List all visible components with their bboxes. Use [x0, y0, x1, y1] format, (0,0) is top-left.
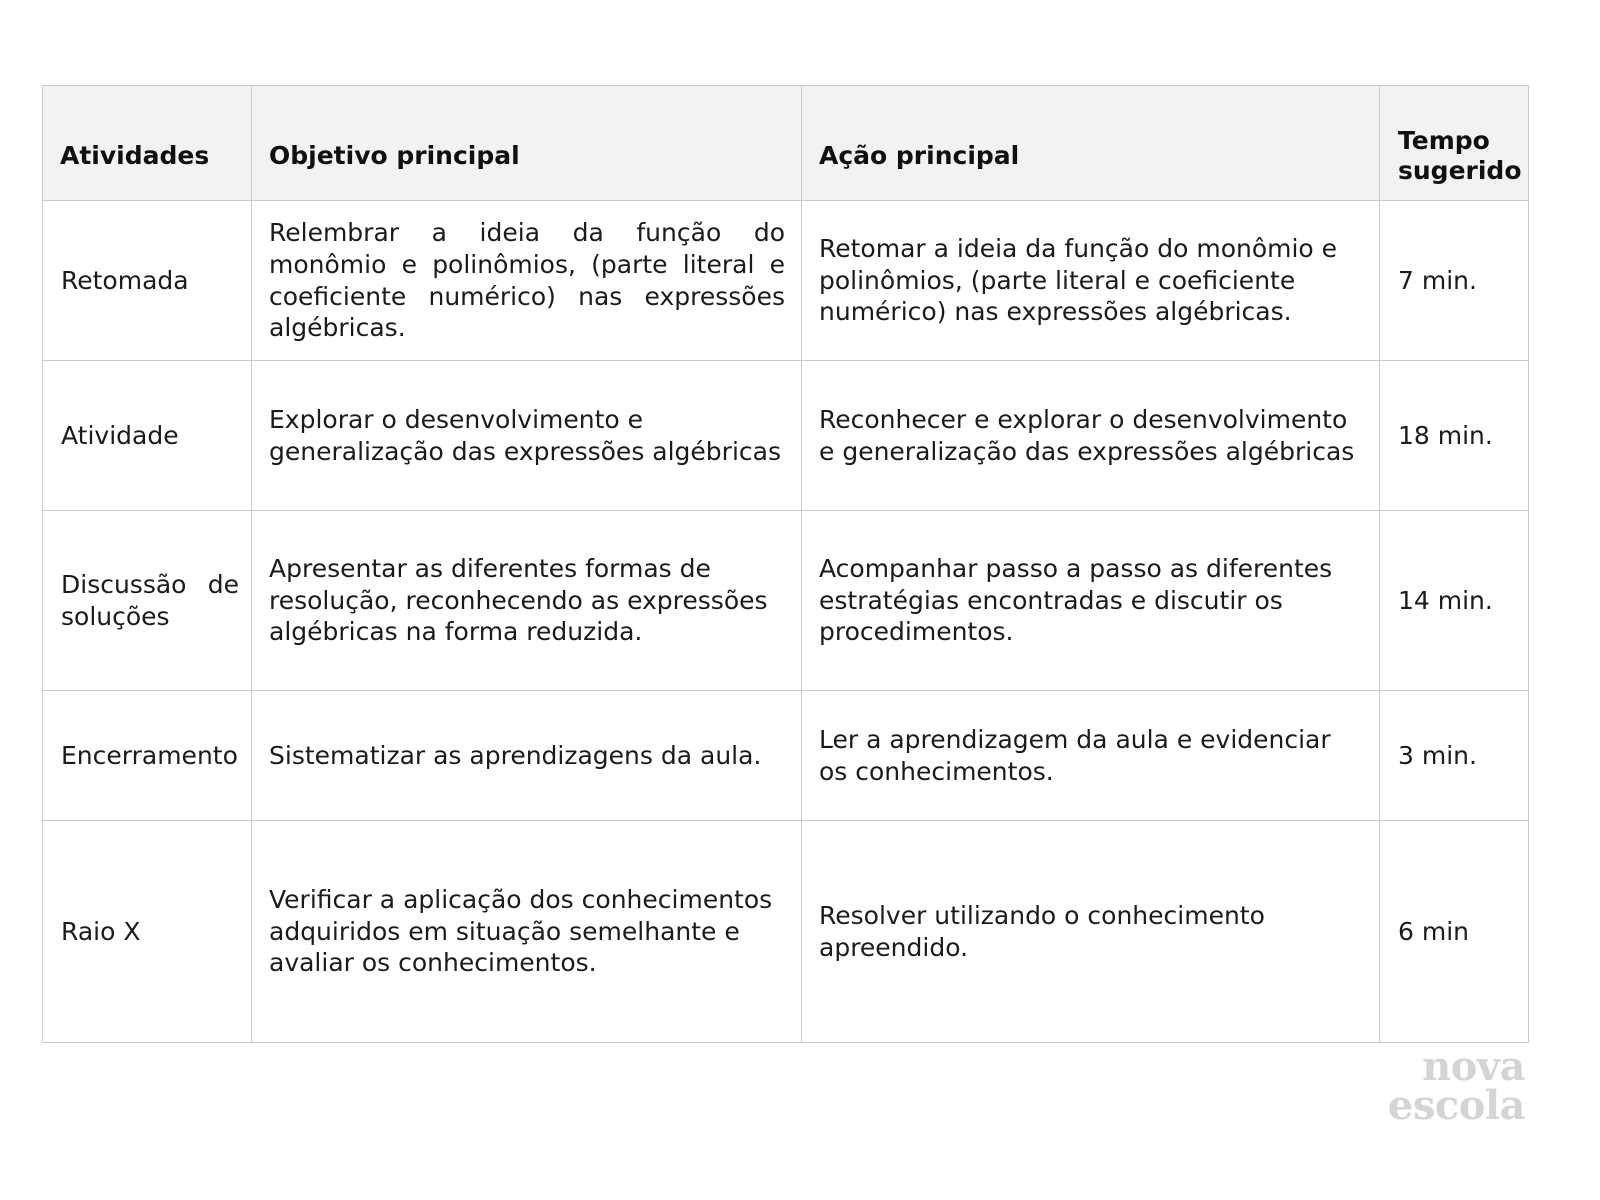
table-row — [43, 511, 1529, 691]
cell-action: Retomar a ideia da função do monômio e polinômios, (parte literal e coeficiente numérico) nas expressões algébricas. — [802, 201, 1380, 361]
cell-activity: Atividade — [43, 361, 252, 511]
column-header-main-objective — [252, 86, 802, 201]
cell-activity: Raio X — [43, 821, 252, 1043]
column-header-suggested-time — [1380, 86, 1529, 201]
column-header-activities-label: Atividades — [60, 140, 210, 170]
column-header-main-action — [802, 86, 1380, 201]
cell-time: 3 min. — [1380, 691, 1529, 821]
cell-action: Reconhecer e explorar o desenvolvimento e generalização das expressões algébricas — [802, 361, 1380, 511]
cell-objective: Relembrar a ideia da função do monômio e polinômios, (parte literal e coeficiente numérico) nas expressões algébricas. — [252, 201, 802, 361]
table-row — [43, 691, 1529, 821]
column-header-suggested-time-label: Tempo sugerido — [1398, 125, 1522, 185]
table-row — [43, 821, 1529, 1043]
table-row — [43, 361, 1529, 511]
cell-action: Ler a aprendizagem da aula e evidenciar os conhecimentos. — [802, 691, 1380, 821]
cell-time: 18 min. — [1380, 361, 1529, 511]
lesson-plan-table — [42, 85, 1529, 1043]
logo-line-nova: nova — [1422, 1043, 1525, 1090]
cell-objective: Verificar a aplicação dos conhecimentos adquiridos em situação semelhante e avaliar os conhecimentos. — [252, 821, 802, 1043]
table-header — [43, 86, 1529, 201]
table-row — [43, 201, 1529, 361]
logo-line-escola: escola — [1387, 1082, 1525, 1130]
cell-objective: Explorar o desenvolvimento e generalização das expressões algébricas — [252, 361, 802, 511]
cell-activity: Encerramento — [43, 691, 252, 821]
cell-activity: Discussão de soluções — [43, 511, 252, 691]
cell-time: 14 min. — [1380, 511, 1529, 691]
cell-action: Acompanhar passo a passo as diferentes estratégias encontradas e discutir os procedimentos. — [802, 511, 1380, 691]
column-header-activities — [43, 86, 252, 201]
column-header-main-action-label: Ação principal — [819, 140, 1020, 170]
cell-activity: Retomada — [43, 201, 252, 361]
column-header-main-objective-label: Objetivo principal — [269, 140, 520, 170]
nova-escola-logo — [1375, 1043, 1525, 1130]
header-row — [43, 86, 1529, 201]
cell-time: 7 min. — [1380, 201, 1529, 361]
cell-action: Resolver utilizando o conhecimento apreendido. — [802, 821, 1380, 1043]
cell-objective: Apresentar as diferentes formas de resolução, reconhecendo as expressões algébricas na forma reduzida. — [252, 511, 802, 691]
table-body — [43, 201, 1529, 1043]
cell-objective: Sistematizar as aprendizagens da aula. — [252, 691, 802, 821]
cell-time: 6 min — [1380, 821, 1529, 1043]
